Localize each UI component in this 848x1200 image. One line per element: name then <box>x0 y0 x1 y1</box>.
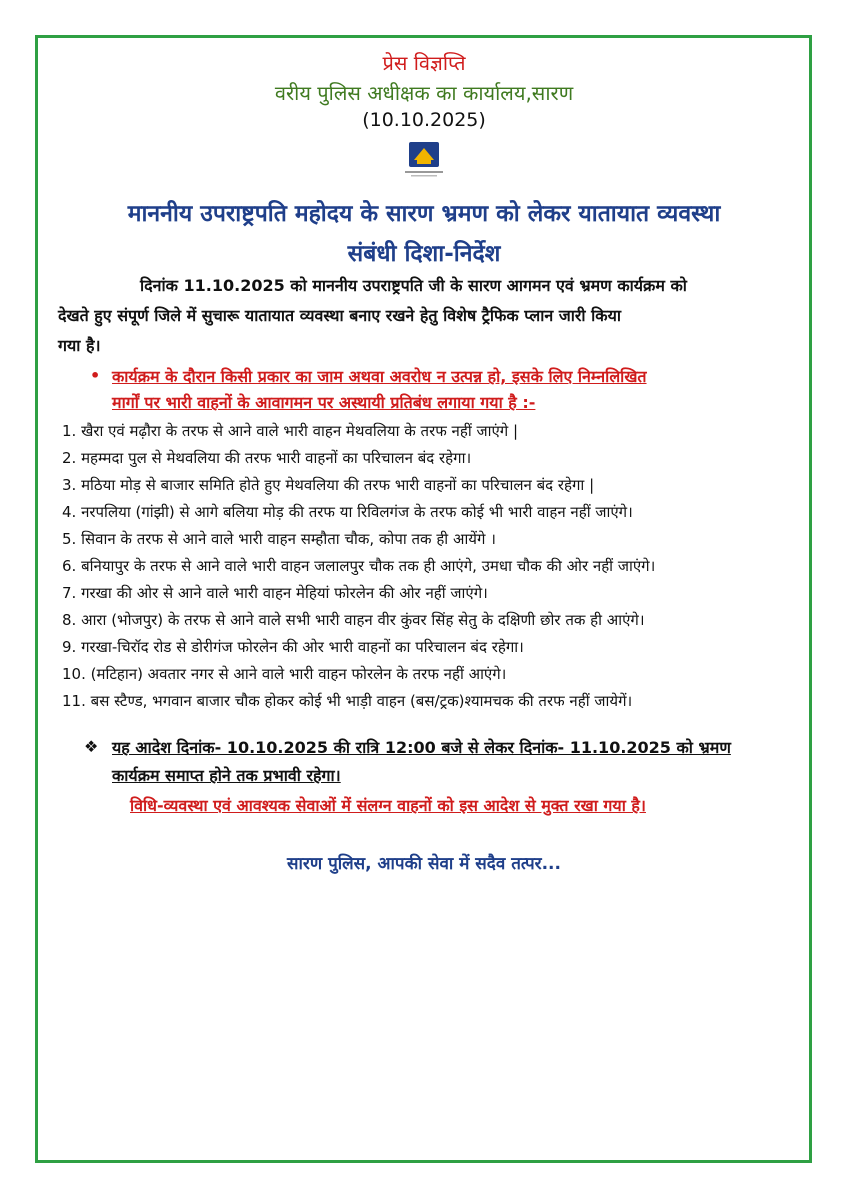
order-line-1: यह आदेश दिनांक- 10.10.2025 की रात्रि 12:00 बजे से लेकर दिनांक- 11.10.2025 को भ्रमण <box>112 738 731 757</box>
list-item: 7. गरखा की ओर से आने वाले भारी वाहन मेहियां फोरलेन की ओर नहीं जाएंगे। <box>62 584 488 602</box>
list-item: 3. मठिया मोड़ से बाजार समिति होते हुए मेथवलिया की तरफ भारी वाहनों का परिचालन बंद रहेगा | <box>62 476 595 494</box>
bullet-icon: • <box>90 366 101 385</box>
notice-title-line-1: माननीय उपराष्ट्रपति महोदय के सारण भ्रमण को लेकर यातायात व्यवस्था <box>127 201 721 227</box>
intro-line-3: गया है। <box>58 336 101 355</box>
list-item: 5. सिवान के तरफ से आने वाले भारी वाहन सम्हौता चौक, कोपा तक ही आयेंगे । <box>62 530 496 548</box>
bihar-police-emblem-icon <box>397 140 451 180</box>
restriction-line-2: मार्गों पर भारी वाहनों के आवागमन पर अस्थायी प्रतिबंध लगाया गया है :- <box>112 393 536 412</box>
release-date: (10.10.2025) <box>362 109 486 131</box>
intro-line-2: देखते हुए संपूर्ण जिले में सुचारू यातायात व्यवस्था बनाए रखने हेतु विशेष ट्रैफिक प्लान जारी किया <box>58 306 621 325</box>
police-tagline: सारण पुलिस, आपकी सेवा में सदैव तत्पर... <box>287 854 561 874</box>
list-item: 4. नरपलिया (गांझी) से आगे बलिया मोड़ की तरफ या रिविलगंज के तरफ कोई भी भारी वाहन नहीं जाएंगे। <box>62 503 633 521</box>
list-item: 8. आरा (भोजपुर) के तरफ से आने वाले सभी भारी वाहन वीर कुंवर सिंह सेतु के दक्षिणी छोर तक ही आएंगे। <box>62 611 645 629</box>
notice-title-line-2: संबंधी दिशा-निर्देश <box>347 241 501 267</box>
list-item: 10. (मटिहान) अवतार नगर से आने वाले भारी वाहन फोरलेन के तरफ नहीं आएंगे। <box>62 665 507 683</box>
press-release-label: प्रेस विज्ञप्ति <box>382 51 466 75</box>
exemption-note: विधि-व्यवस्था एवं आवश्यक सेवाओं में संलग्न वाहनों को इस आदेश से मुक्त रखा गया है। <box>130 796 646 815</box>
route-restriction-list <box>62 418 655 715</box>
list-item: 2. महम्मदा पुल से मेथवलिया की तरफ भारी वाहनों का परिचालन बंद रहेगा। <box>62 449 472 467</box>
list-item: 11. बस स्टैण्ड, भगवान बाजार चौक होकर कोई भी भाड़ी वाहन (बस/ट्रक)श्यामचक की तरफ नहीं जायेगें। <box>62 692 633 710</box>
office-name: वरीय पुलिस अधीक्षक का कार्यालय,सारण <box>274 81 574 105</box>
list-item: 9. गरखा-चिरॉद रोड से डोरीगंज फोरलेन की ओर भारी वाहनों का परिचालन बंद रहेगा। <box>62 638 524 656</box>
list-item: 1. खैरा एवं मढ़ौरा के तरफ से आने वाले भारी वाहन मेथवलिया के तरफ नहीं जाएंगे | <box>62 422 519 440</box>
restriction-line-1: कार्यक्रम के दौरान किसी प्रकार का जाम अथवा अवरोध न उत्पन्न हो, इसके लिए निम्नलिखित <box>112 367 647 386</box>
diamond-bullet-icon: ❖ <box>84 737 99 756</box>
list-item: 6. बनियापुर के तरफ से आने वाले भारी वाहन जलालपुर चौक तक ही आएंगे, उमधा चौक की ओर नहीं जाएंगे। <box>62 557 656 575</box>
order-line-2: कार्यक्रम समाप्त होने तक प्रभावी रहेगा। <box>112 766 341 785</box>
intro-text-1: दिनांक 11.10.2025 को माननीय उपराष्ट्रपति जी के सारण आगमन एवं भ्रमण कार्यक्रम को <box>140 276 687 295</box>
intro-line-1 <box>58 271 780 301</box>
